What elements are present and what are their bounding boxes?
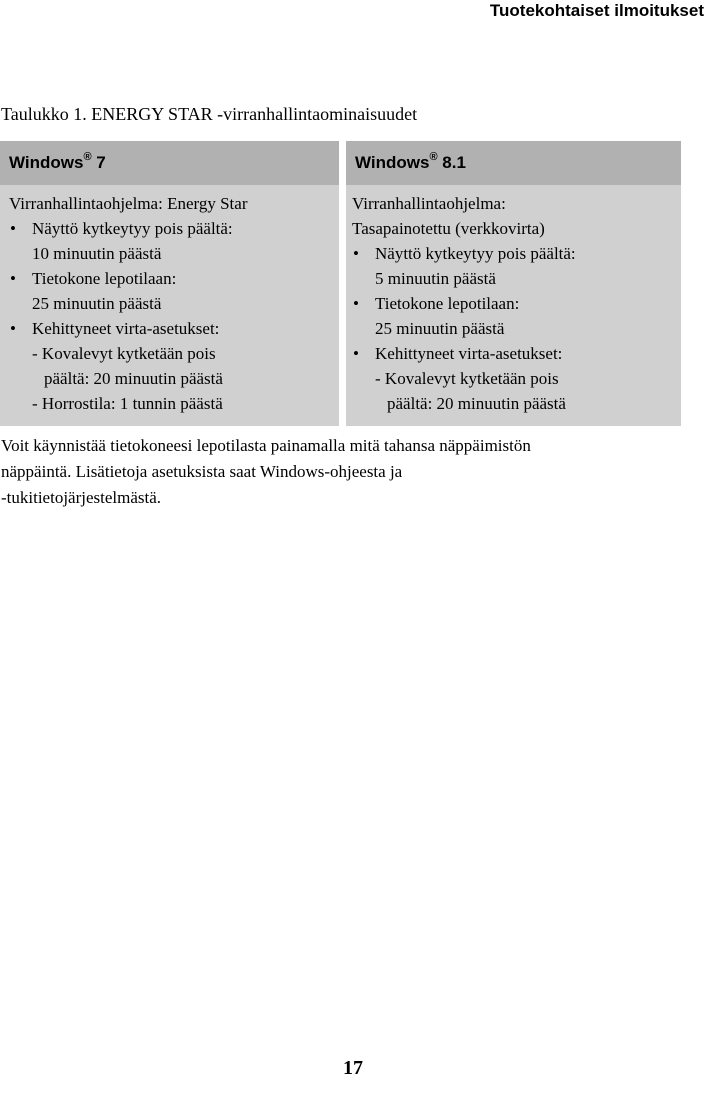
os-name: Windows	[9, 153, 84, 172]
item-text: Tietokone lepotilaan:	[375, 294, 520, 313]
list-item	[352, 291, 681, 341]
list-item	[9, 216, 339, 266]
page-number: 17	[343, 1057, 363, 1079]
table-caption: Taulukko 1. ENERGY STAR -virranhallintaominaisuudet	[1, 104, 418, 124]
list-item	[352, 341, 681, 416]
os-version: 8.1	[437, 153, 466, 172]
settings-list	[352, 241, 681, 416]
registered-mark: ®	[429, 151, 438, 164]
column-header	[0, 141, 339, 185]
item-text: Kehittyneet virta-asetukset:	[32, 319, 220, 338]
paragraph-line: näppäintä. Lisätietoja asetuksista saat Windows-ohjeesta ja	[1, 462, 403, 481]
item-text: 10 minuutin päästä	[32, 244, 162, 263]
list-item	[9, 266, 339, 316]
bullet-marker: •	[353, 294, 359, 313]
power-plan-line: Virranhallintaohjelma: Energy Star	[9, 194, 248, 213]
subitem-text: - Horrostila: 1 tunnin päästä	[32, 394, 223, 413]
table-column	[0, 141, 339, 426]
energy-star-table	[0, 141, 681, 426]
column-header	[346, 141, 681, 185]
item-text: Kehittyneet virta-asetukset:	[375, 344, 563, 363]
bullet-marker: •	[10, 269, 16, 288]
power-plan-line: Virranhallintaohjelma:	[352, 194, 506, 213]
running-head: Tuotekohtaiset ilmoitukset	[489, 1, 704, 20]
item-text: Näyttö kytkeytyy pois päältä:	[32, 219, 233, 238]
os-name: Windows	[355, 153, 430, 172]
paragraph-line: Voit käynnistää tietokoneesi lepotilasta painamalla mitä tahansa näppäimistön	[1, 436, 531, 455]
item-text: 25 minuutin päästä	[32, 294, 162, 313]
bullet-marker: •	[10, 219, 16, 238]
settings-list	[9, 216, 339, 416]
list-item	[9, 316, 339, 416]
table-column	[346, 141, 681, 426]
column-body	[0, 185, 339, 426]
item-text: Tietokone lepotilaan:	[32, 269, 177, 288]
list-item	[352, 241, 681, 291]
body-paragraph	[1, 433, 705, 511]
item-text: 5 minuutin päästä	[375, 269, 496, 288]
subitem-text: - Kovalevyt kytketään pois	[32, 344, 216, 363]
subitem-text: päältä: 20 minuutin päästä	[44, 369, 223, 388]
power-plan-line: Tasapainotettu (verkkovirta)	[352, 219, 545, 238]
bullet-marker: •	[353, 244, 359, 263]
registered-mark: ®	[83, 151, 92, 164]
item-text: Näyttö kytkeytyy pois päältä:	[375, 244, 576, 263]
os-version: 7	[91, 153, 106, 172]
subitem-text: - Kovalevyt kytketään pois	[375, 369, 559, 388]
bullet-marker: •	[10, 319, 16, 338]
item-text: 25 minuutin päästä	[375, 319, 505, 338]
column-body	[346, 185, 681, 426]
bullet-marker: •	[353, 344, 359, 363]
paragraph-line: -tukitietojärjestelmästä.	[1, 488, 162, 507]
subitem-text: päältä: 20 minuutin päästä	[387, 394, 566, 413]
